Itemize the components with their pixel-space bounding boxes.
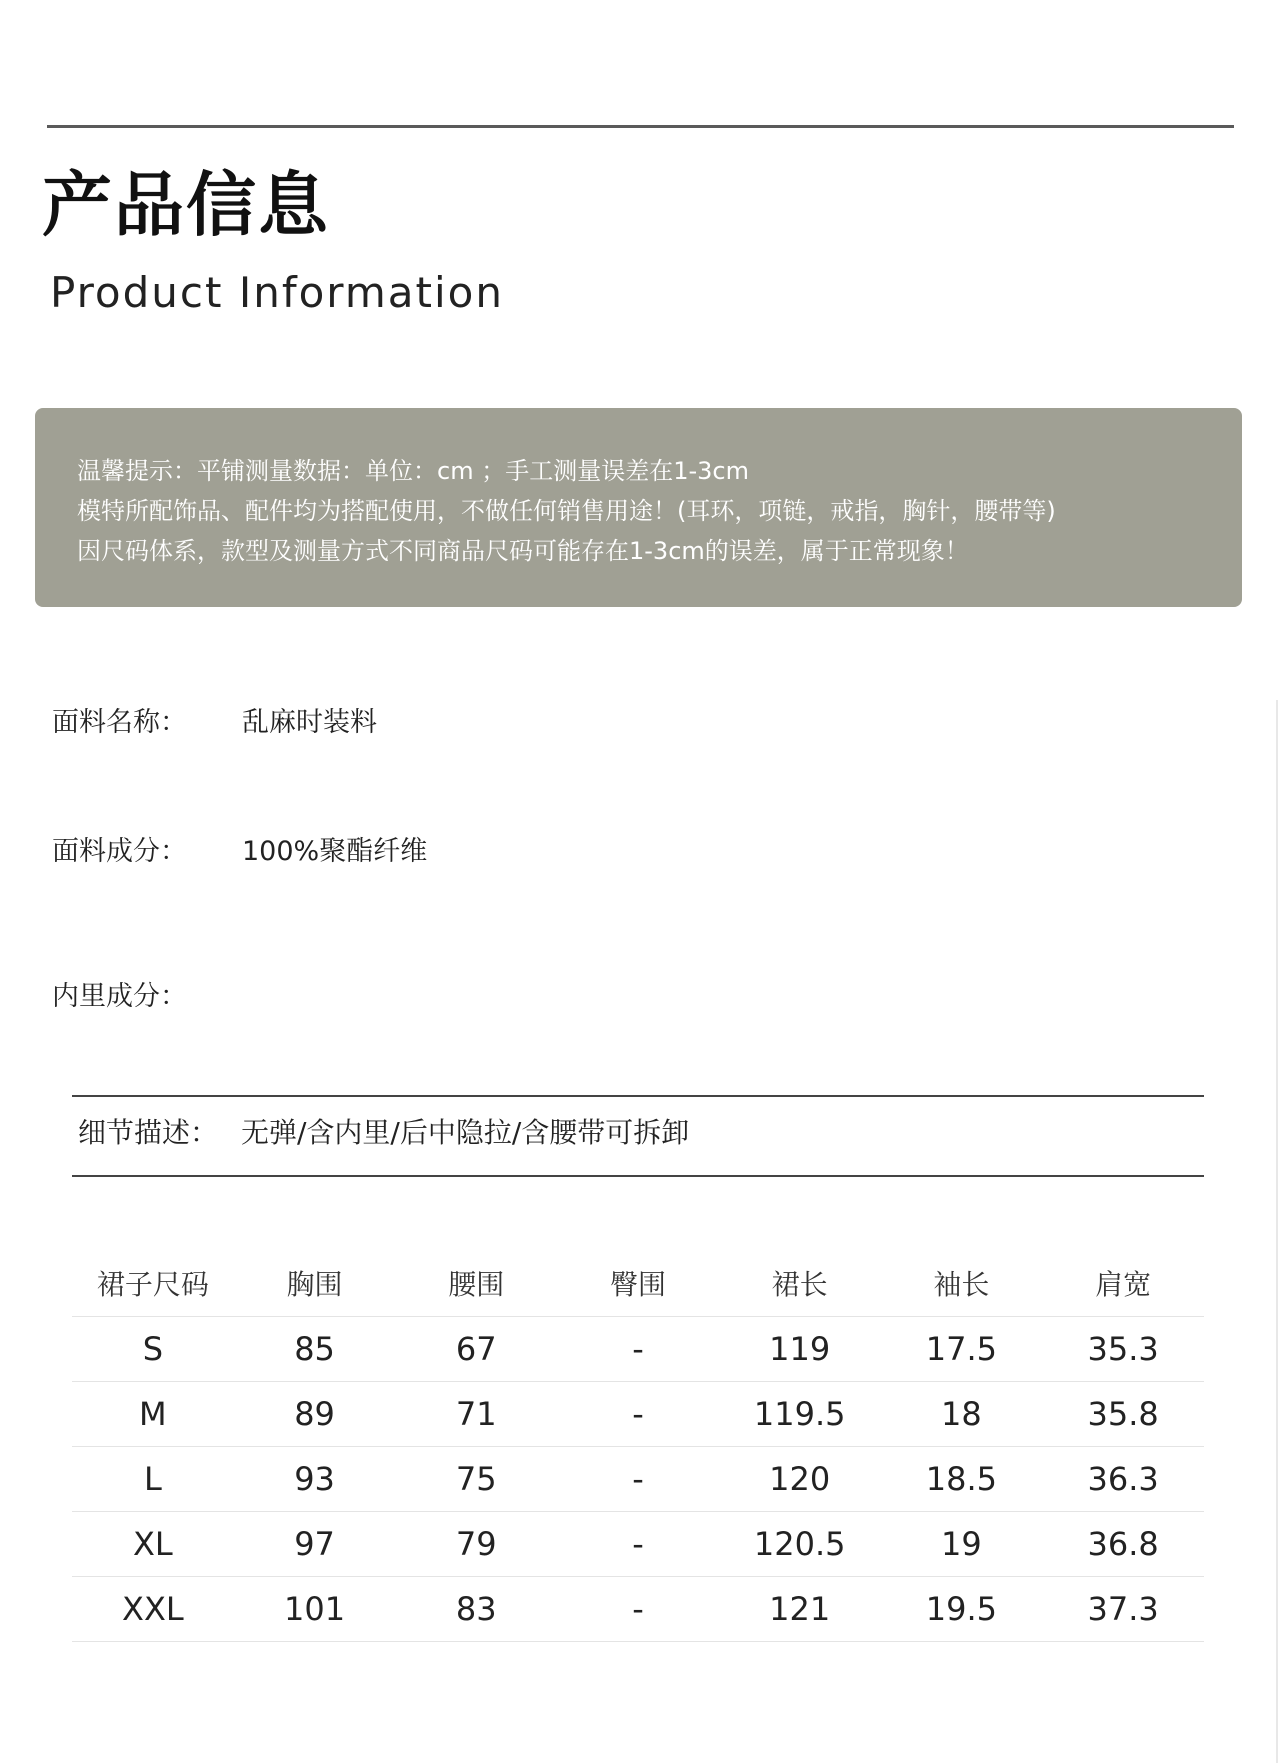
sleeve-length-cell: 17.5 <box>881 1317 1043 1382</box>
shoulder-width-cell: 36.8 <box>1042 1512 1204 1577</box>
fabric-name-row <box>52 709 377 736</box>
notice-line-accessories: 模特所配饰品、配件均为搭配使用，不做任何销售用途！(耳环，项链，戒指，胸针，腰带等) <box>77 497 1056 525</box>
size-cell: L <box>72 1447 234 1512</box>
size-header-dress-length: 裙长 <box>719 1250 881 1317</box>
size-header-bust: 胸围 <box>234 1250 396 1317</box>
bust-cell: 89 <box>234 1382 396 1447</box>
bust-cell: 85 <box>234 1317 396 1382</box>
size-header-size: 裙子尺码 <box>72 1250 234 1317</box>
lining-composition-label: 内里成分： <box>52 981 187 1012</box>
detail-description-value: 无弹/含内里/后中隐拉/含腰带可拆卸 <box>241 1116 690 1149</box>
hip-cell: - <box>557 1577 719 1642</box>
waist-cell: 83 <box>395 1577 557 1642</box>
size-table-header-row <box>72 1250 1204 1317</box>
waist-cell: 75 <box>395 1447 557 1512</box>
shoulder-width-cell: 35.3 <box>1042 1317 1204 1382</box>
table-row <box>72 1382 1204 1447</box>
bust-cell: 101 <box>234 1577 396 1642</box>
waist-cell: 71 <box>395 1382 557 1447</box>
size-header-hip: 臀围 <box>557 1250 719 1317</box>
size-cell: S <box>72 1317 234 1382</box>
fabric-composition-value: 100%聚酯纤维 <box>242 836 428 867</box>
page-subtitle: Product Information <box>50 268 504 317</box>
shoulder-width-cell: 37.3 <box>1042 1577 1204 1642</box>
hip-cell: - <box>557 1512 719 1577</box>
sleeve-length-cell: 19.5 <box>881 1577 1043 1642</box>
bust-cell: 93 <box>234 1447 396 1512</box>
hip-cell: - <box>557 1317 719 1382</box>
bust-cell: 97 <box>234 1512 396 1577</box>
dress-length-cell: 120.5 <box>719 1512 881 1577</box>
waist-cell: 67 <box>395 1317 557 1382</box>
dress-length-cell: 121 <box>719 1577 881 1642</box>
detail-top-divider <box>72 1095 1204 1097</box>
fabric-composition-row <box>52 838 427 865</box>
detail-description-label: 细节描述： <box>78 1116 219 1149</box>
right-edge-line <box>1276 700 1278 1763</box>
fabric-name-label: 面料名称： <box>52 707 187 738</box>
table-row <box>72 1512 1204 1577</box>
size-header-shoulder-width: 肩宽 <box>1042 1250 1204 1317</box>
size-cell: XL <box>72 1512 234 1577</box>
table-row <box>72 1317 1204 1382</box>
dress-length-cell: 119 <box>719 1317 881 1382</box>
shoulder-width-cell: 35.8 <box>1042 1382 1204 1447</box>
sleeve-length-cell: 18.5 <box>881 1447 1043 1512</box>
table-row <box>72 1447 1204 1512</box>
size-cell: XXL <box>72 1577 234 1642</box>
dress-length-cell: 119.5 <box>719 1382 881 1447</box>
sleeve-length-cell: 18 <box>881 1382 1043 1447</box>
table-row <box>72 1577 1204 1642</box>
hip-cell: - <box>557 1382 719 1447</box>
hip-cell: - <box>557 1447 719 1512</box>
detail-description-row <box>78 1116 690 1149</box>
notice-box <box>35 408 1242 607</box>
fabric-composition-label: 面料成分： <box>52 836 187 867</box>
dress-length-cell: 120 <box>719 1447 881 1512</box>
size-cell: M <box>72 1382 234 1447</box>
page-title: 产品信息 <box>42 164 330 246</box>
waist-cell: 79 <box>395 1512 557 1577</box>
fabric-name-value: 乱麻时装料 <box>242 707 377 738</box>
top-divider <box>47 125 1234 128</box>
size-header-waist: 腰围 <box>395 1250 557 1317</box>
sleeve-length-cell: 19 <box>881 1512 1043 1577</box>
size-header-sleeve-length: 袖长 <box>881 1250 1043 1317</box>
shoulder-width-cell: 36.3 <box>1042 1447 1204 1512</box>
notice-line-measurement: 温馨提示：平铺测量数据：单位：cm ；手工测量误差在1-3cm <box>77 457 749 485</box>
lining-composition-row <box>52 983 242 1010</box>
notice-line-size-error: 因尺码体系，款型及测量方式不同商品尺码可能存在1-3cm的误差，属于正常现象！ <box>77 537 969 565</box>
detail-bottom-divider <box>72 1175 1204 1177</box>
size-table <box>72 1250 1204 1642</box>
